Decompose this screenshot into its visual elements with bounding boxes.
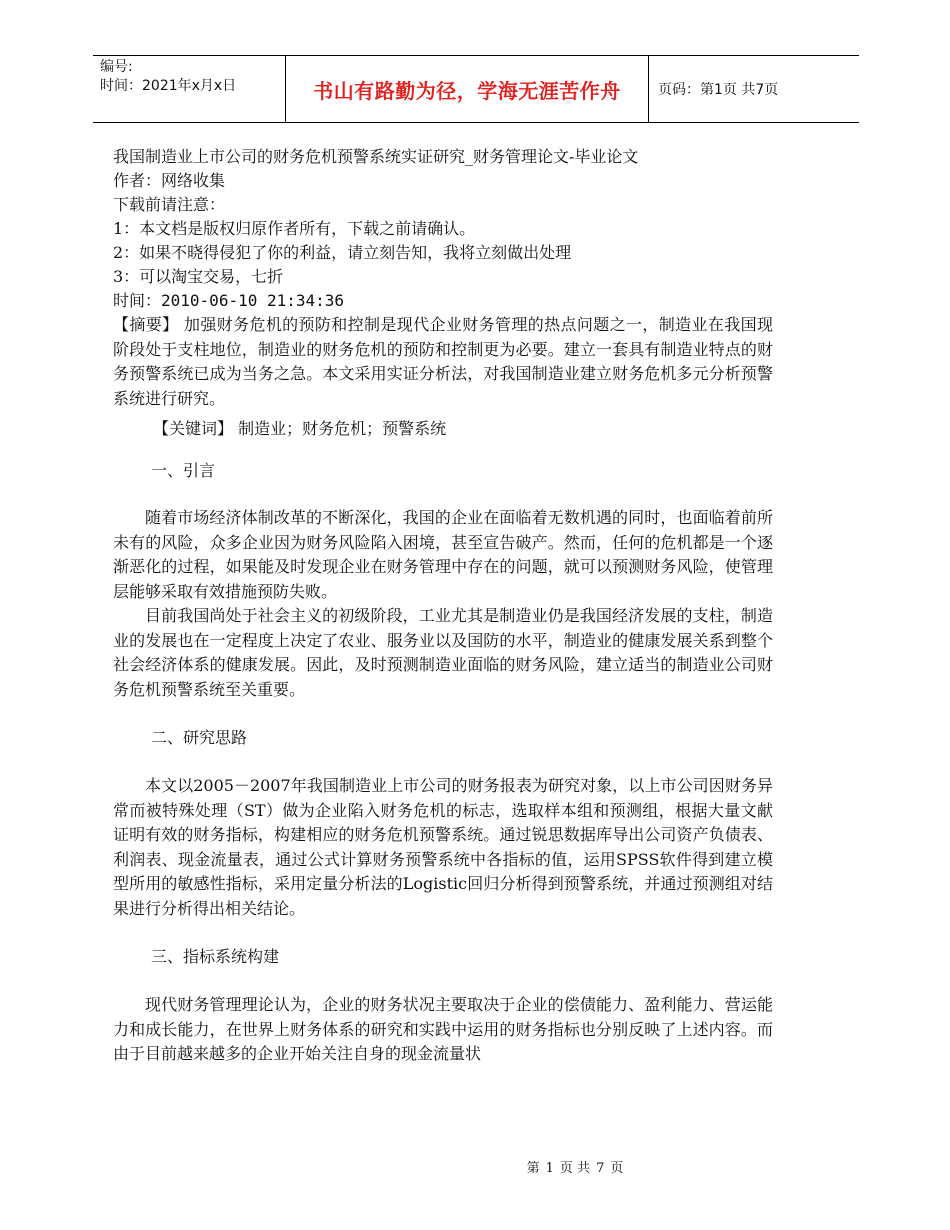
keywords-line: 【关键词】 制造业；财务危机；预警系统: [153, 419, 447, 438]
section-heading-approach: 二、研究思路: [151, 728, 248, 747]
doc-number-label: 编号:: [100, 59, 133, 75]
notice-item-1: 1：本文档是版权归原作者所有，下载之前请确认。: [113, 219, 476, 238]
section-heading-indicators: 三、指标系统构建: [151, 947, 280, 966]
document-title: 我国制造业上市公司的财务危机预警系统实证研究_财务管理论文-毕业论文: [113, 147, 639, 166]
page-footer: [0, 1157, 950, 1176]
publish-time-value: 2010-06-10 21:34:36: [161, 291, 345, 310]
page-header: [93, 55, 859, 123]
footer-page-number: 1: [545, 1161, 554, 1176]
notice-heading: 下载前请注意：: [113, 195, 226, 214]
intro-paragraph-2: 目前我国尚处于社会主义的初级阶段，工业尤其是制造业仍是我国经济发展的支柱，制造业的发展也在一定程度上决定了农业、服务业以及国防的水平，制造业的健康发展关系到整个社会经济体系的健康发展。因此，及时预测制造业面临的财务风险，建立适当的制造业公司财务危机预警系统至关重要。: [113, 606, 773, 699]
document-body: [113, 145, 773, 1067]
approach-paragraph: 本文以2005－2007年我国制造业上市公司的财务报表为研究对象，以上市公司因财务异常而被特殊处理（ST）做为企业陷入财务危机的标志，选取样本组和预测组，根据大量文献证明有效的财务指标，构建相应的财务危机预警系统。通过锐思数据库导出公司资产负债表、利润表、现金流量表，通过公式计算财务预警系统中各指标的值，运用SPSS软件得到建立模型所用的敏感性指标，采用定量分析法的Logistic回归分析得到预警系统，并通过预测组对结果进行分析得出相关结论。: [113, 776, 773, 918]
publish-time-label: 时间：: [113, 291, 162, 310]
section-heading-introduction: 一、引言: [151, 461, 216, 480]
notice-item-3: 3：可以淘宝交易，七折: [113, 267, 284, 286]
header-time-label: 时间：2021年x月x日: [100, 78, 237, 94]
document-author: 作者：网络收集: [113, 171, 226, 190]
indicators-paragraph: 现代财务管理理论认为，企业的财务状况主要取决于企业的偿债能力、盈利能力、营运能力和成长能力，在世界上财务体系的研究和实践中运用的财务指标也分别反映了上述内容。而由于目前越来越多的企业开始关注自身的现金流量状: [113, 995, 773, 1063]
header-motto: 书山有路勤为径，学海无涯苦作舟: [286, 56, 649, 122]
intro-paragraph-1: 随着市场经济体制改革的不断深化，我国的企业在面临着无数机遇的同时，也面临着前所未有的风险，众多企业因为财务风险陷入困境，甚至宣告破产。然而，任何的危机都是一个逐渐恶化的过程，如果能及时发现企业在财务管理中存在的问题，就可以预测财务风险，使管理层能够采取有效措施预防失败。: [113, 508, 773, 601]
footer-page-prefix: 第: [526, 1161, 540, 1176]
header-meta-cell: [93, 56, 286, 122]
notice-item-2: 2：如果不晓得侵犯了你的利益，请立刻告知，我将立刻做出处理: [113, 243, 572, 262]
footer-page-total: 7: [596, 1161, 605, 1176]
footer-page-mid: 页 共: [559, 1161, 591, 1176]
abstract-paragraph: 【摘要】 加强财务危机的预防和控制是现代企业财务管理的热点问题之一，制造业在我国现阶段处于支柱地位，制造业的财务危机的预防和控制更为必要。建立一套具有制造业特点的财务预警系统已成为当务之急。本文采用实证分析法，对我国制造业建立财务危机多元分析预警系统进行研究。: [113, 315, 773, 408]
header-page-info: 页码：第1页 共7页: [658, 82, 779, 98]
publish-time: [113, 289, 773, 313]
footer-page-suffix: 页: [610, 1161, 624, 1176]
